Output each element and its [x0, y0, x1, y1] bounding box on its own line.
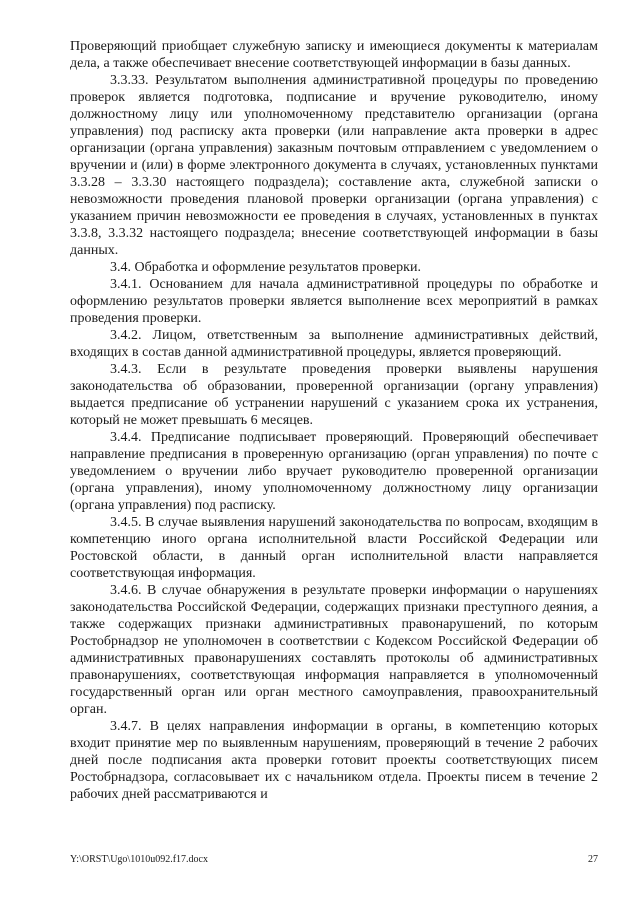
document-page	[70, 38, 598, 803]
footer-page-number: 27	[588, 854, 598, 865]
paragraph-3-4-3: 3.4.3. Если в результате проведения проверки выявлены нарушения законодательства об образовании, проверенной организации (органу управления) выдается предписание об устранении нарушений с указанием срока их устранения, который не может превышать 6 месяцев.	[70, 362, 598, 428]
paragraph-3-4-7: 3.4.7. В целях направления информации в органы, в компетенцию которых входит принятие мер по выявленным нарушениям, проверяющий в течение 2 рабочих дней после подписания акта проверки готовит проекты соответствующих писем Ростобрнадзора, согласовывает их с начальником отдела. Проекты писем в течение 2 рабочих дней рассматриваются и	[70, 719, 598, 802]
paragraph-3-4-6: 3.4.6. В случае обнаружения в результате проверки информации о нарушениях законодательства Российской Федерации, содержащих признаки преступного деяния, а также содержащих признаки административных правонарушений, по которым Ростобрнадзор не уполномочен в соответствии с Кодексом Российской Федерации об административных правонарушениях составлять протоколы об административных правонарушениях, соответствующая информация направляется в уполномоченный государственный орган или орган местного самоуправления, правоохранительный орган.	[70, 583, 598, 717]
paragraph-3-3-33: 3.3.33. Результатом выполнения административной процедуры по проведению проверок является подготовка, подписание и вручение руководителю, иному должностному лицу или уполномоченному представителю организации (органа управления) под расписку акта проверки (или направление акта проверки в адрес организации (органа управления) заказным почтовым отправлением с уведомлением о вручении и (или) в форме электронного документа в случаях, установленных пунктами 3.3.28 – 3.3.30 настоящего подраздела); составление акта, служебной записки о невозможности проведения плановой проверки организации (органа управления) с указанием причин невозможности ее проведения в случаях, установленных в пунктах 3.3.8, 3.3.32 настоящего подраздела; внесение соответствующей информации в базы данных.	[70, 73, 598, 258]
paragraph-3-4-4: 3.4.4. Предписание подписывает проверяющий. Проверяющий обеспечивает направление предписания в проверенную организацию (орган управления) по почте с уведомлением о вручении либо вручает руководителю проверенной организации (органа управления), иному уполномоченному должностному лицу организации (органа управления) под расписку.	[70, 430, 598, 513]
footer-file-path: Y:\ORST\Ugo\1010u092.f17.docx	[70, 854, 208, 865]
paragraph-3-4-1: 3.4.1. Основанием для начала административной процедуры по обработке и оформлению результатов проверки является выполнение всех мероприятий в рамках проведения проверки.	[70, 277, 598, 326]
paragraph-3-4-2: 3.4.2. Лицом, ответственным за выполнение административных действий, входящих в состав данной административной процедуры, является проверяющий.	[70, 328, 598, 360]
paragraph-continuation: Проверяющий приобщает служебную записку и имеющиеся документы к материалам дела, а также обеспечивает внесение соответствующей информации в базы данных.	[70, 39, 598, 71]
section-heading-3-4: 3.4. Обработка и оформление результатов проверки.	[110, 260, 421, 275]
paragraph-3-4-5: 3.4.5. В случае выявления нарушений законодательства по вопросам, входящим в компетенцию иного органа исполнительной власти Российской Федерации или Ростовской области, в данный орган исполнительной власти направляется соответствующая информация.	[70, 515, 598, 581]
